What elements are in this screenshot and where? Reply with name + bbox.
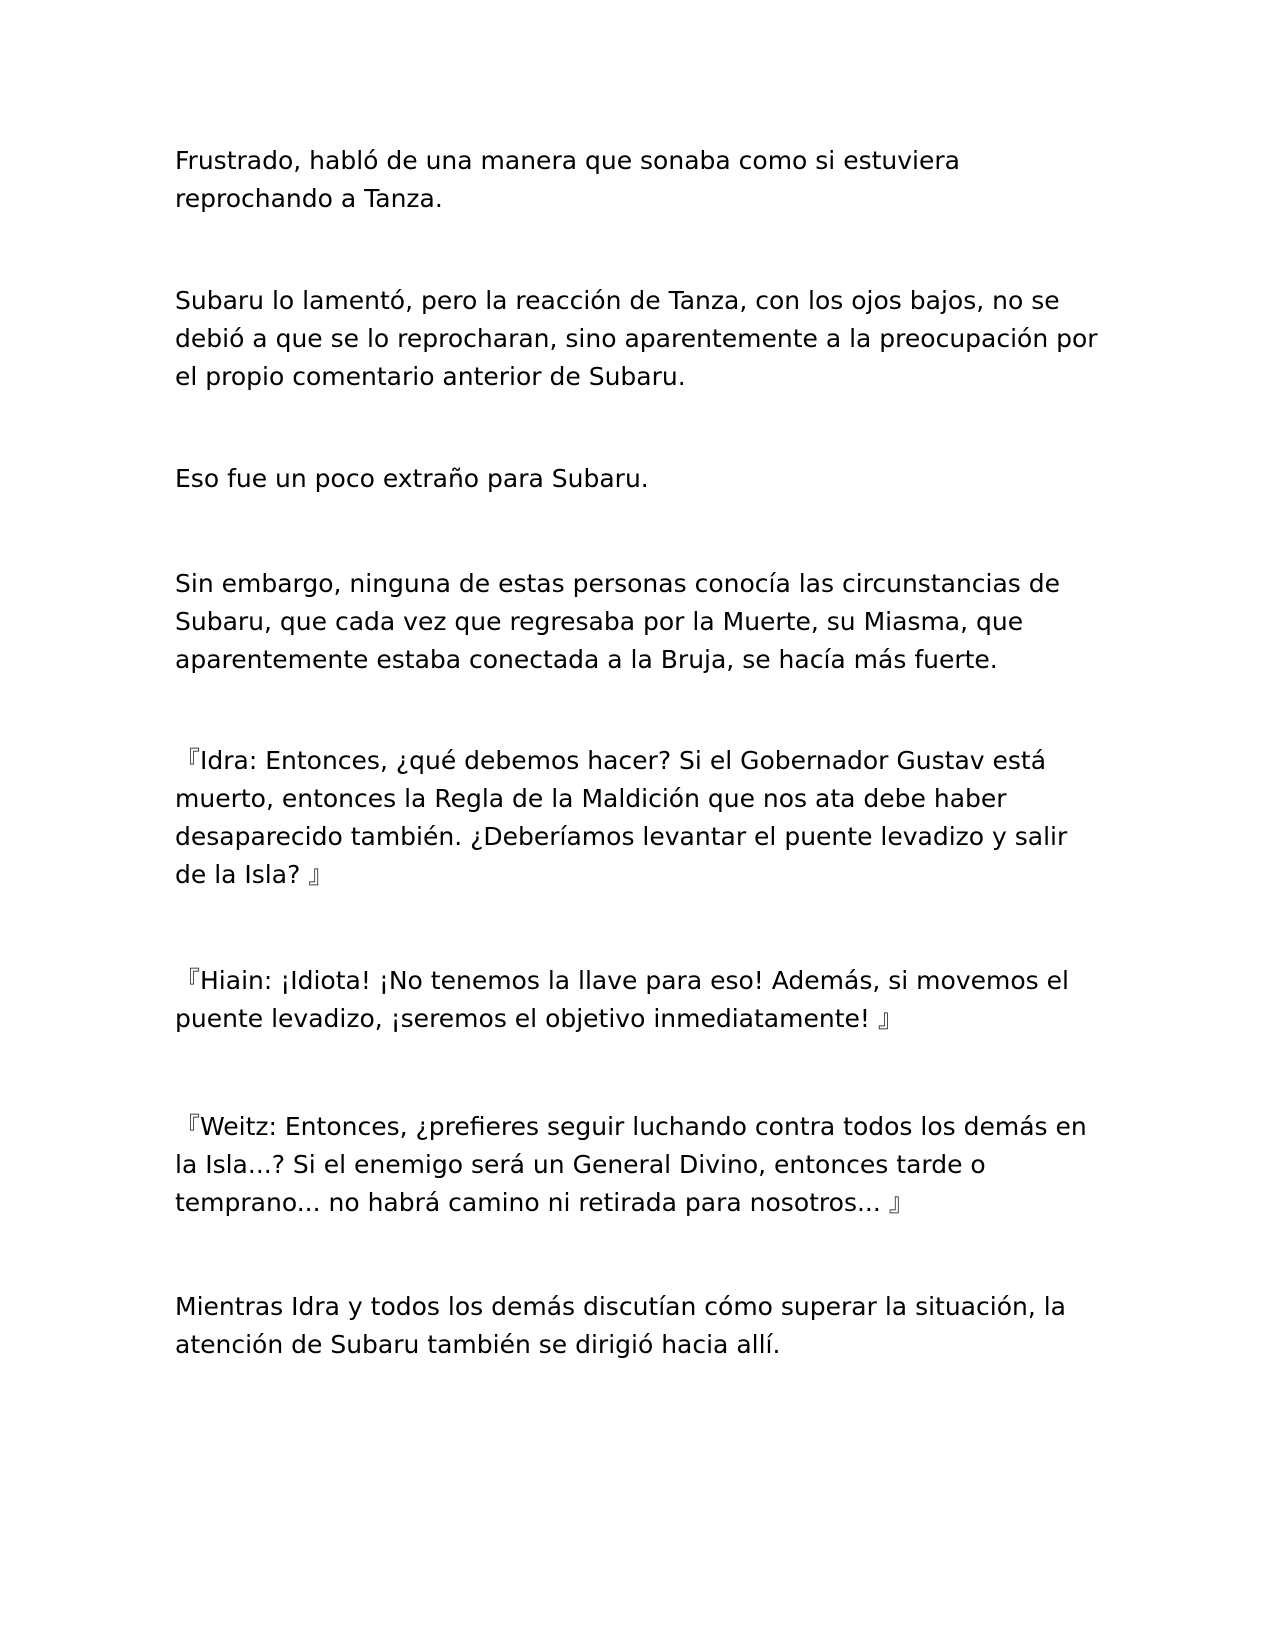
dialogue-idra: 『Idra: Entonces, ¿qué debemos hacer? Si el Gobernador Gustav está muerto, entonces la Regla de la Maldición que nos ata debe haber desaparecido también. ¿Deberíamos levantar el puente levadizo y salir de la Isla? 』 (175, 746, 1068, 889)
paragraph-circunstancias: Sin embargo, ninguna de estas personas conocía las circunstancias de Subaru, que cada vez que regresaba por la Muerte, su Miasma, que aparentemente estaba conectada a la Bruja, se hacía más fuerte. (175, 569, 1061, 674)
paragraph-extrano: Eso fue un poco extraño para Subaru. (175, 464, 649, 493)
paragraph-subaru-lamento: Subaru lo lamentó, pero la reacción de Tanza, con los ojos bajos, no se debió a que se lo reprocharan, sino aparentemente a la preocupación por el propio comentario anterior de Subaru. (175, 286, 1098, 391)
paragraph-frustrado: Frustrado, habló de una manera que sonaba como si estuviera reprochando a Tanza. (175, 146, 960, 213)
dialogue-weitz: 『Weitz: Entonces, ¿prefieres seguir luchando contra todos los demás en la Isla...? Si el enemigo será un General Divino, entonces tarde o temprano... no habrá camino ni retirada para nosotros... 』 (175, 1112, 1087, 1217)
paragraph-mientras: Mientras Idra y todos los demás discutían cómo superar la situación, la atención de Subaru también se dirigió hacia allí. (175, 1292, 1066, 1359)
dialogue-hiain: 『Hiain: ¡Idiota! ¡No tenemos la llave para eso! Además, si movemos el puente levadizo, ¡seremos el objetivo inmediatamente! 』 (175, 966, 1069, 1033)
